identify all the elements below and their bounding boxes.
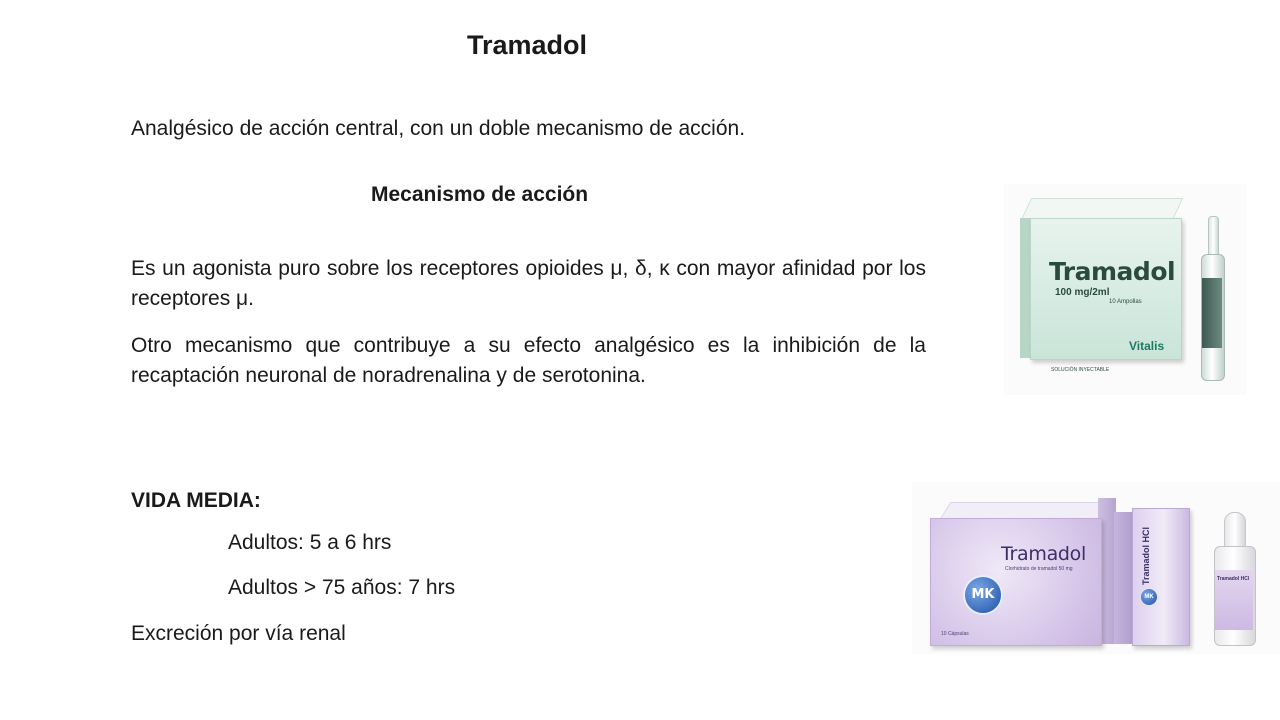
vitalis-product-name: Tramadol <box>1049 257 1176 286</box>
bottle-tip <box>1224 512 1246 548</box>
bottle-label-text: Tramadol HCl <box>1217 576 1250 582</box>
mechanism-paragraph-1: Es un agonista puro sobre los receptores opioides μ, δ, κ con mayor afinidad por los receptores μ. <box>131 257 926 310</box>
mk-drops-box-name: Tramadol HCl <box>1141 526 1151 585</box>
vitalis-footer: SOLUCIÓN INYECTABLE <box>1051 367 1110 373</box>
vitalis-product-image <box>1004 184 1246 395</box>
mk-capsule-count: 10 Cápsulas <box>941 631 969 637</box>
mk-capsule-box <box>930 518 1102 646</box>
mk-product-name: Tramadol <box>1001 543 1086 565</box>
excretion-text: Excreción por vía renal <box>131 622 346 645</box>
mechanism-heading: Mecanismo de acción <box>371 183 589 206</box>
intro-text: Analgésico de acción central, con un doble mecanismo de acción. <box>131 117 746 140</box>
vitalis-box-front <box>1030 218 1182 373</box>
ampoule <box>1200 216 1226 381</box>
half-life-elderly: Adultos > 75 años: 7 hrs <box>228 576 456 599</box>
slide-title: Tramadol <box>467 30 588 60</box>
ampoule-neck <box>1208 216 1219 256</box>
mk-product-image <box>912 482 1280 654</box>
half-life-adults: Adultos: 5 a 6 hrs <box>228 531 392 554</box>
vitalis-ampoule-count: 10 Ampollas <box>1109 299 1142 305</box>
mk-logo: MK <box>963 575 1003 615</box>
mk-product-subtitle: Clorhidrato de tramadol 50 mg <box>1005 566 1073 572</box>
half-life-heading: VIDA MEDIA: <box>131 489 261 512</box>
dropper-bottle <box>1212 512 1256 646</box>
mechanism-paragraph-2: Otro mecanismo que contribuye a su efecto analgésico es la inhibición de la recaptación neuronal de noradrenalina y de serotonina. <box>131 334 926 387</box>
ampoule-label <box>1202 278 1222 348</box>
mk-drops-box <box>1132 508 1190 646</box>
vitalis-product-dose: 100 mg/2ml <box>1055 287 1110 298</box>
vitalis-brand-logo: Vitalis <box>1129 339 1165 353</box>
mk-drops-box-side <box>1114 512 1134 644</box>
vitalis-box <box>1020 198 1185 373</box>
mk-logo-small: MK <box>1141 589 1157 605</box>
